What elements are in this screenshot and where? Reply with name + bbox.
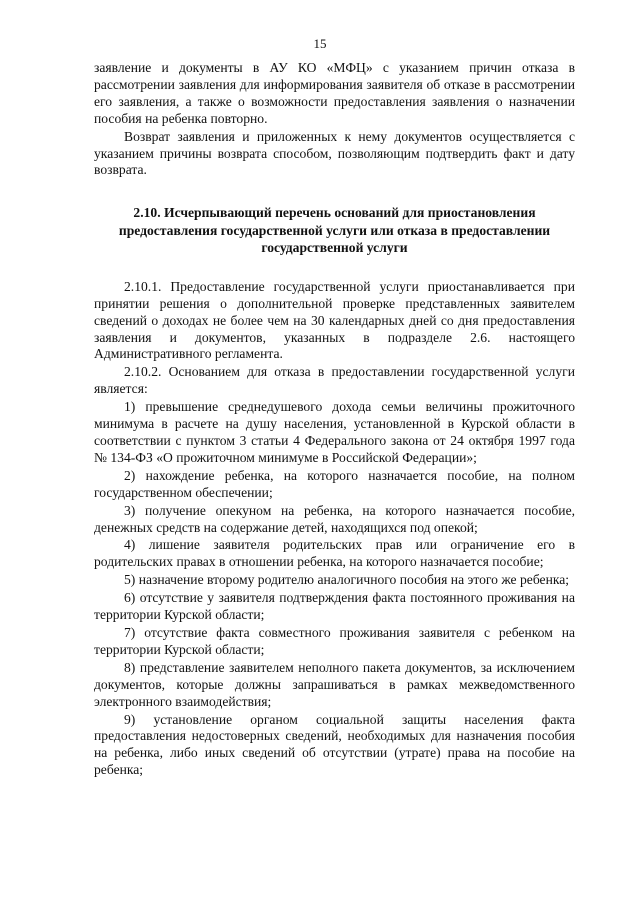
ground-item-6: 6) отсутствие у заявителя подтверждения факта постоянного проживания на территории Курской области; [94,590,575,623]
clause-2-10-2: 2.10.2. Основанием для отказа в предоставлении государственной услуги является: [94,364,575,397]
ground-item-8: 8) представление заявителем неполного пакета документов, за исключением документов, которые должны запрашиваться в рамках межведомственного электронного взаимодействия; [94,659,575,709]
ground-item-5: 5) назначение второму родителю аналогичного пособия на этого же ребенка; [124,572,570,588]
ground-item-2: 2) нахождение ребенка, на которого назначается пособие, на полном государственном обеспечении; [94,467,575,500]
paragraph-return-of-application: Возврат заявления и приложенных к нему документов осуществляется с указанием причины возврата способом, позволяющим подтвердить факт и дату возврата. [94,128,575,178]
ground-item-1: 1) превышение среднедушевого дохода семьи величины прожиточного минимума в расчете на душу населения, установленной в Курской области в соответствии с пунктом 3 статьи 4 Федерального закона от 24 октября 1997 года № 134-ФЗ «О прожиточном минимуме в Российской Федерации»; [94,399,575,465]
paragraph-continuation: заявление и документы в АУ КО «МФЦ» с указанием причин отказа в рассмотрении заявления для информирования заявителя об отказе в рассмотрении его заявления, а также о возможности предоставления заявления о назначении пособия на ребенка повторно. [94,60,575,126]
ground-item-4: 4) лишение заявителя родительских прав или ограничение его в родительских правах в отношении ребенка, на которого назначается пособие; [94,537,575,570]
ground-item-9: 9) установление органом социальной защиты населения факта предоставления недостоверных сведений, необходимых для назначения пособия на ребенка, либо иных сведений об отсутствии (утрате) права на пособие на ребенка; [94,711,575,778]
clause-2-10-1: 2.10.1. Предоставление государственной услуги приостанавливается при принятии решения о дополнительной проверке представленных заявителем сведений о доходах не более чем на 30 календарных дней со дня предоставления заявления и документов, указанных в подразделе 2.6. настоящего Административного регламента. [94,278,575,362]
ground-item-3: 3) получение опекуном на ребенка, на которого назначается пособие, денежных средств на содержание детей, находящихся под опекой; [94,502,575,535]
ground-item-7: 7) отсутствие факта совместного проживания заявителя с ребенком на территории Курской области; [94,624,575,657]
document-body [94,60,575,779]
page-number: 15 [313,36,327,51]
section-heading: 2.10. Исчерпывающий перечень оснований для приостановления предоставления государственной услуги или отказа в предоставлении государственной услуги [118,205,551,256]
